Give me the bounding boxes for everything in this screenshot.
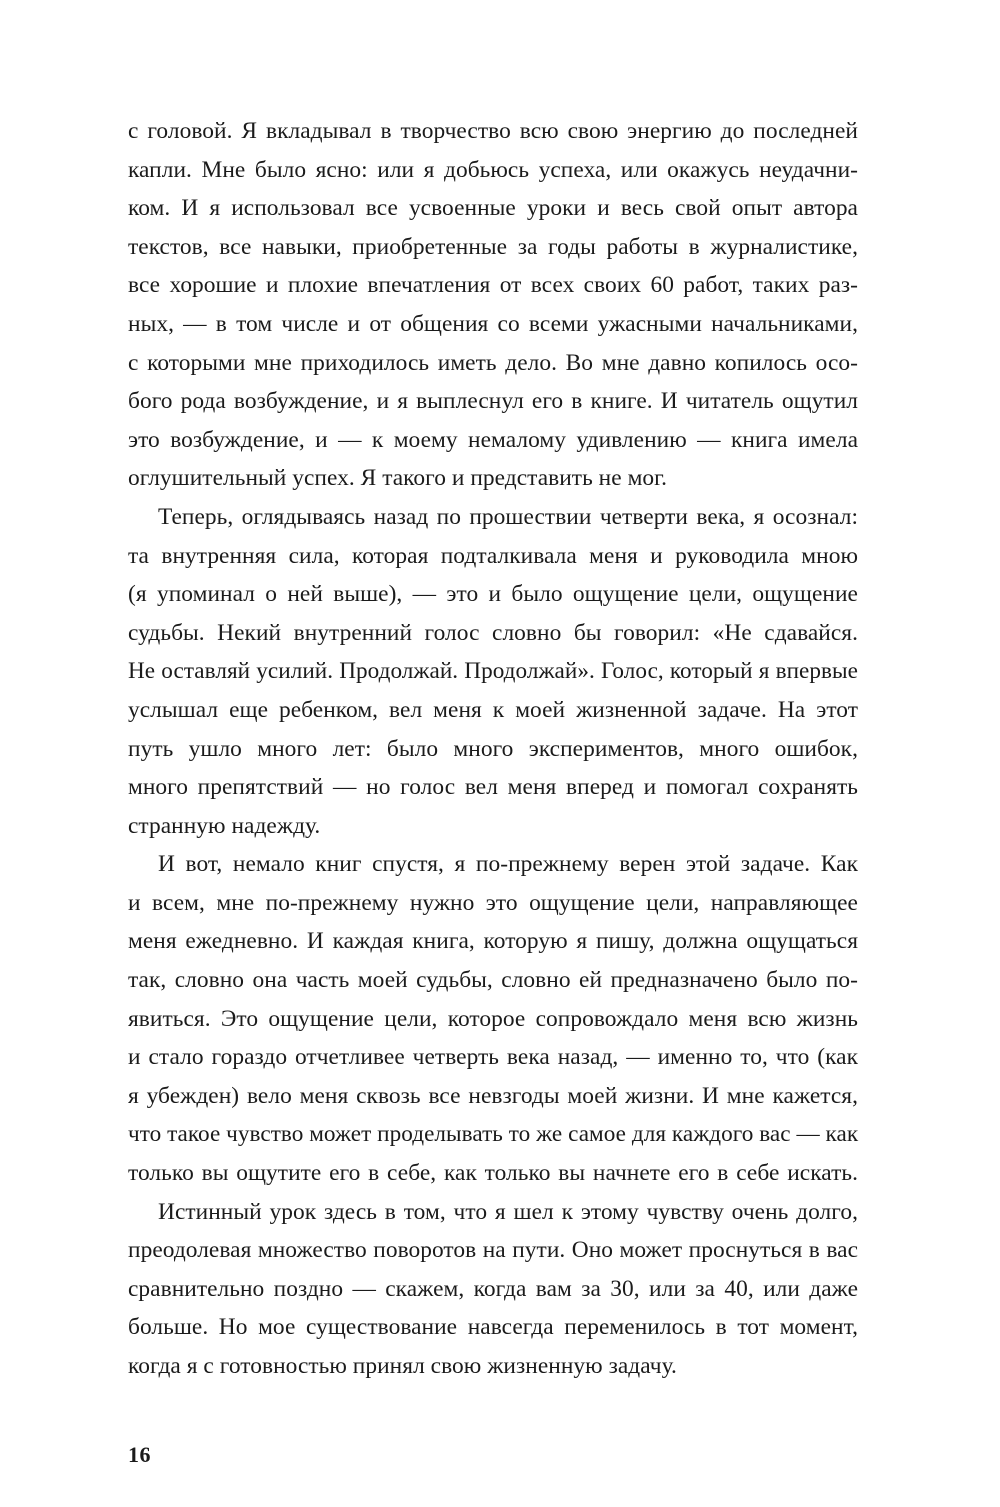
- text-line: так, словно она часть моей судьбы, словно ей предназначено было по-: [128, 967, 858, 994]
- text-line: больше. Но мое существование навсегда переменилось в тот момент,: [128, 1314, 858, 1341]
- text-line: услышал еще ребенком, вел меня к моей жизненной задаче. На этот: [128, 696, 858, 723]
- paragraph-1: [128, 112, 858, 498]
- text-line: бого рода возбуждение, и я выплеснул его в книге. И читатель ощутил: [128, 388, 858, 415]
- text-line: я убежден) вело меня сквозь все невзгоды моей жизни. И мне кажется,: [128, 1082, 858, 1109]
- text-line: и стало гораздо отчетливее четверть века назад, — именно то, что (как: [128, 1044, 858, 1071]
- text-line: явиться. Это ощущение цели, которое сопровождало меня всю жизнь: [128, 1005, 858, 1032]
- paragraph-2: [128, 498, 858, 845]
- text-line: когда я с готовностью принял свою жизненную задачу.: [128, 1353, 677, 1379]
- paragraph-3: [128, 845, 858, 1192]
- text-line: это возбуждение, и — к моему немалому удивлению — книга имела: [128, 426, 858, 453]
- text-line: Теперь, оглядываясь назад по прошествии четверти века, я осознал:: [158, 503, 858, 530]
- text-line: путь ушло много лет: было много экспериментов, много ошибок,: [128, 735, 858, 762]
- text-line: сравнительно поздно — скажем, когда вам за 30, или за 40, или даже: [128, 1275, 858, 1302]
- text-line: ком. И я использовал все усвоенные уроки и весь свой опыт автора: [128, 195, 858, 222]
- text-line: та внутренняя сила, которая подталкивала меня и руководила мною: [128, 542, 858, 569]
- text-line: Не оставляй усилий. Продолжай. Продолжай». Голос, который я впервые: [128, 658, 858, 685]
- text-line: (я упоминал о ней выше), — это и было ощущение цели, ощущение: [128, 581, 858, 608]
- text-line: Истинный урок здесь в том, что я шел к этому чувству очень долго,: [158, 1198, 858, 1225]
- text-line: капли. Мне было ясно: или я добьюсь успеха, или окажусь неудачни-: [128, 156, 858, 183]
- paragraph-4: [128, 1193, 858, 1386]
- text-line: все хорошие и плохие впечатления от всех своих 60 работ, таких раз-: [128, 272, 858, 299]
- text-line: странную надежду.: [128, 812, 321, 839]
- text-line: много препятствий — но голос вел меня вперед и помогал сохранять: [128, 774, 858, 801]
- page-number: 16: [128, 1442, 151, 1467]
- text-line: ных, — в том числе и от общения со всеми ужасными начальниками,: [128, 310, 858, 337]
- text-line: текстов, все навыки, приобретенные за годы работы в журналистике,: [128, 233, 858, 260]
- text-line: что такое чувство может проделывать то же самое для каждого вас — как: [128, 1121, 859, 1148]
- text-line: И вот, немало книг спустя, я по-прежнему верен этой задаче. Как: [158, 851, 858, 878]
- text-line: с которыми мне приходилось иметь дело. Во мне давно копилось осо-: [128, 349, 858, 376]
- text-line: оглушительный успех. Я такого и представить не мог.: [128, 465, 668, 492]
- text-line: и всем, мне по-прежнему нужно это ощущение цели, направляющее: [128, 889, 858, 916]
- text-line: только вы ощутите его в себе, как только вы начнете его в себе искать.: [128, 1160, 858, 1187]
- text-line: преодолевая множество поворотов на пути. Оно может проснуться в вас: [128, 1237, 858, 1264]
- text-line: с головой. Я вкладывал в творчество всю свою энергию до последней: [128, 118, 858, 144]
- text-line: судьбы. Некий внутренний голос словно бы говорил: «Не сдавайся.: [128, 619, 858, 646]
- text-line: меня ежедневно. И каждая книга, которую я пишу, должна ощущаться: [128, 928, 858, 955]
- body-text: [128, 112, 858, 1386]
